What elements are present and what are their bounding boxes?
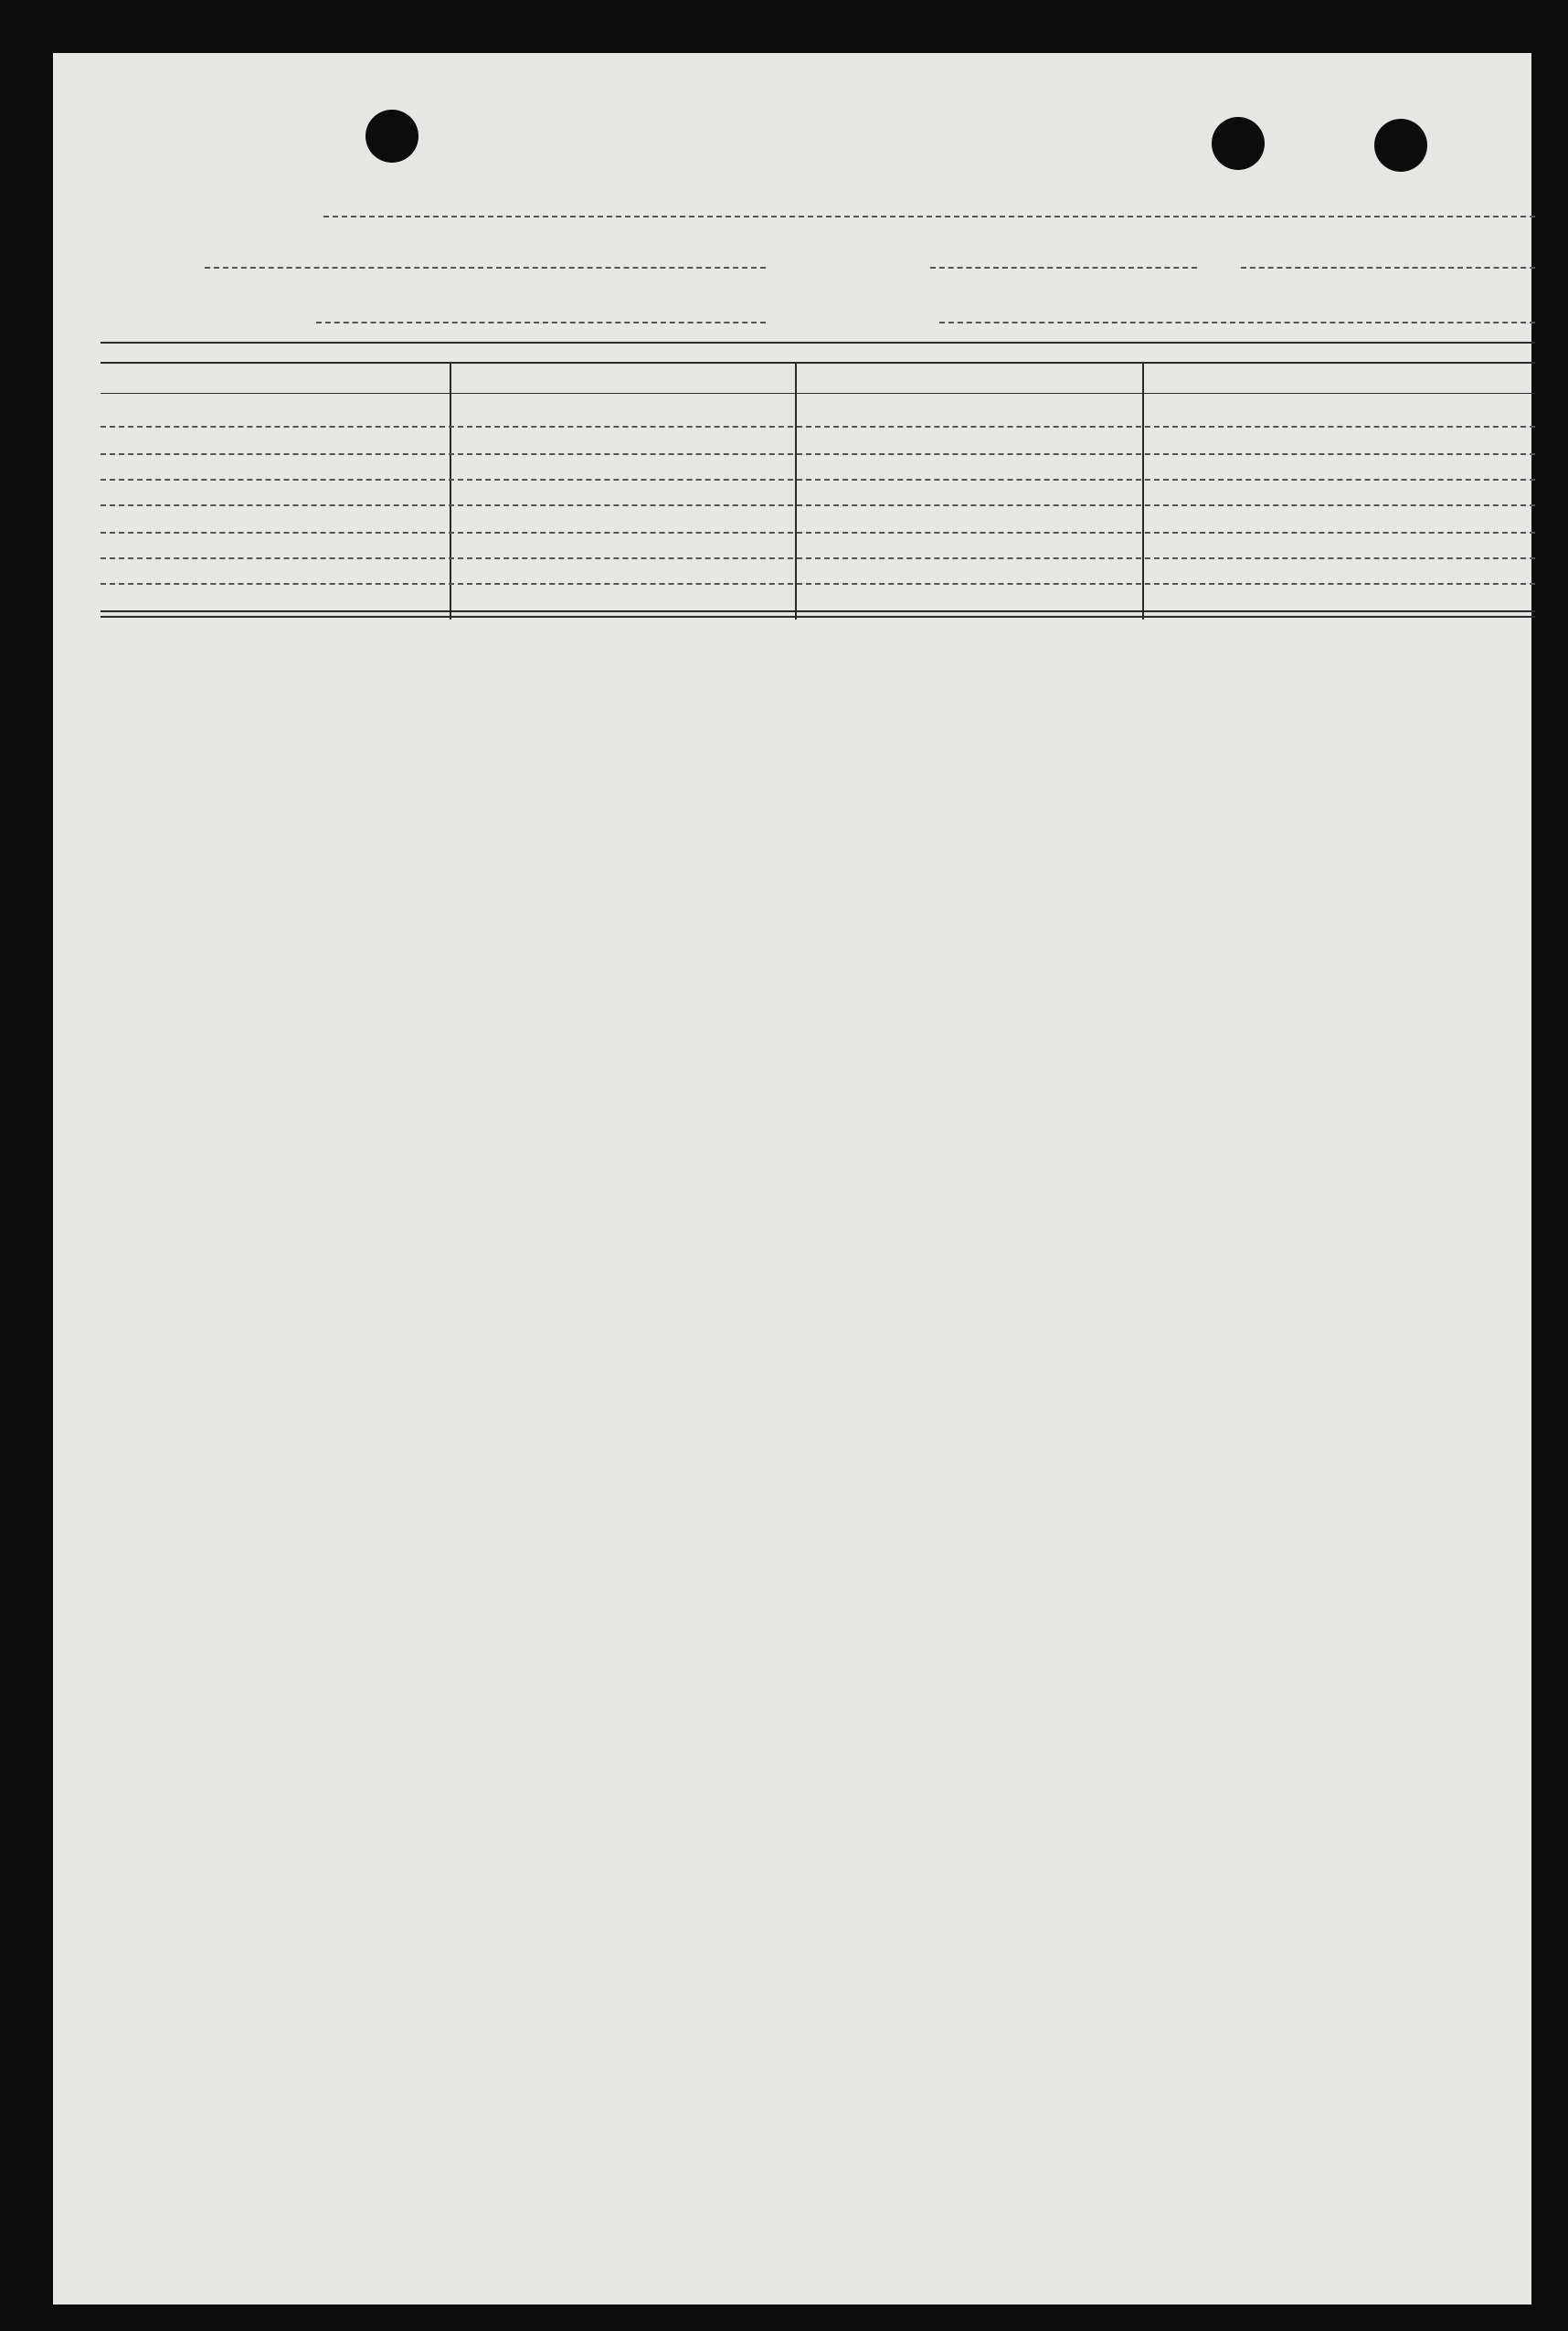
punch-hole xyxy=(1212,117,1265,170)
punch-hole xyxy=(366,110,418,163)
punch-hole xyxy=(1374,119,1427,172)
declaration-form xyxy=(53,53,1531,2305)
